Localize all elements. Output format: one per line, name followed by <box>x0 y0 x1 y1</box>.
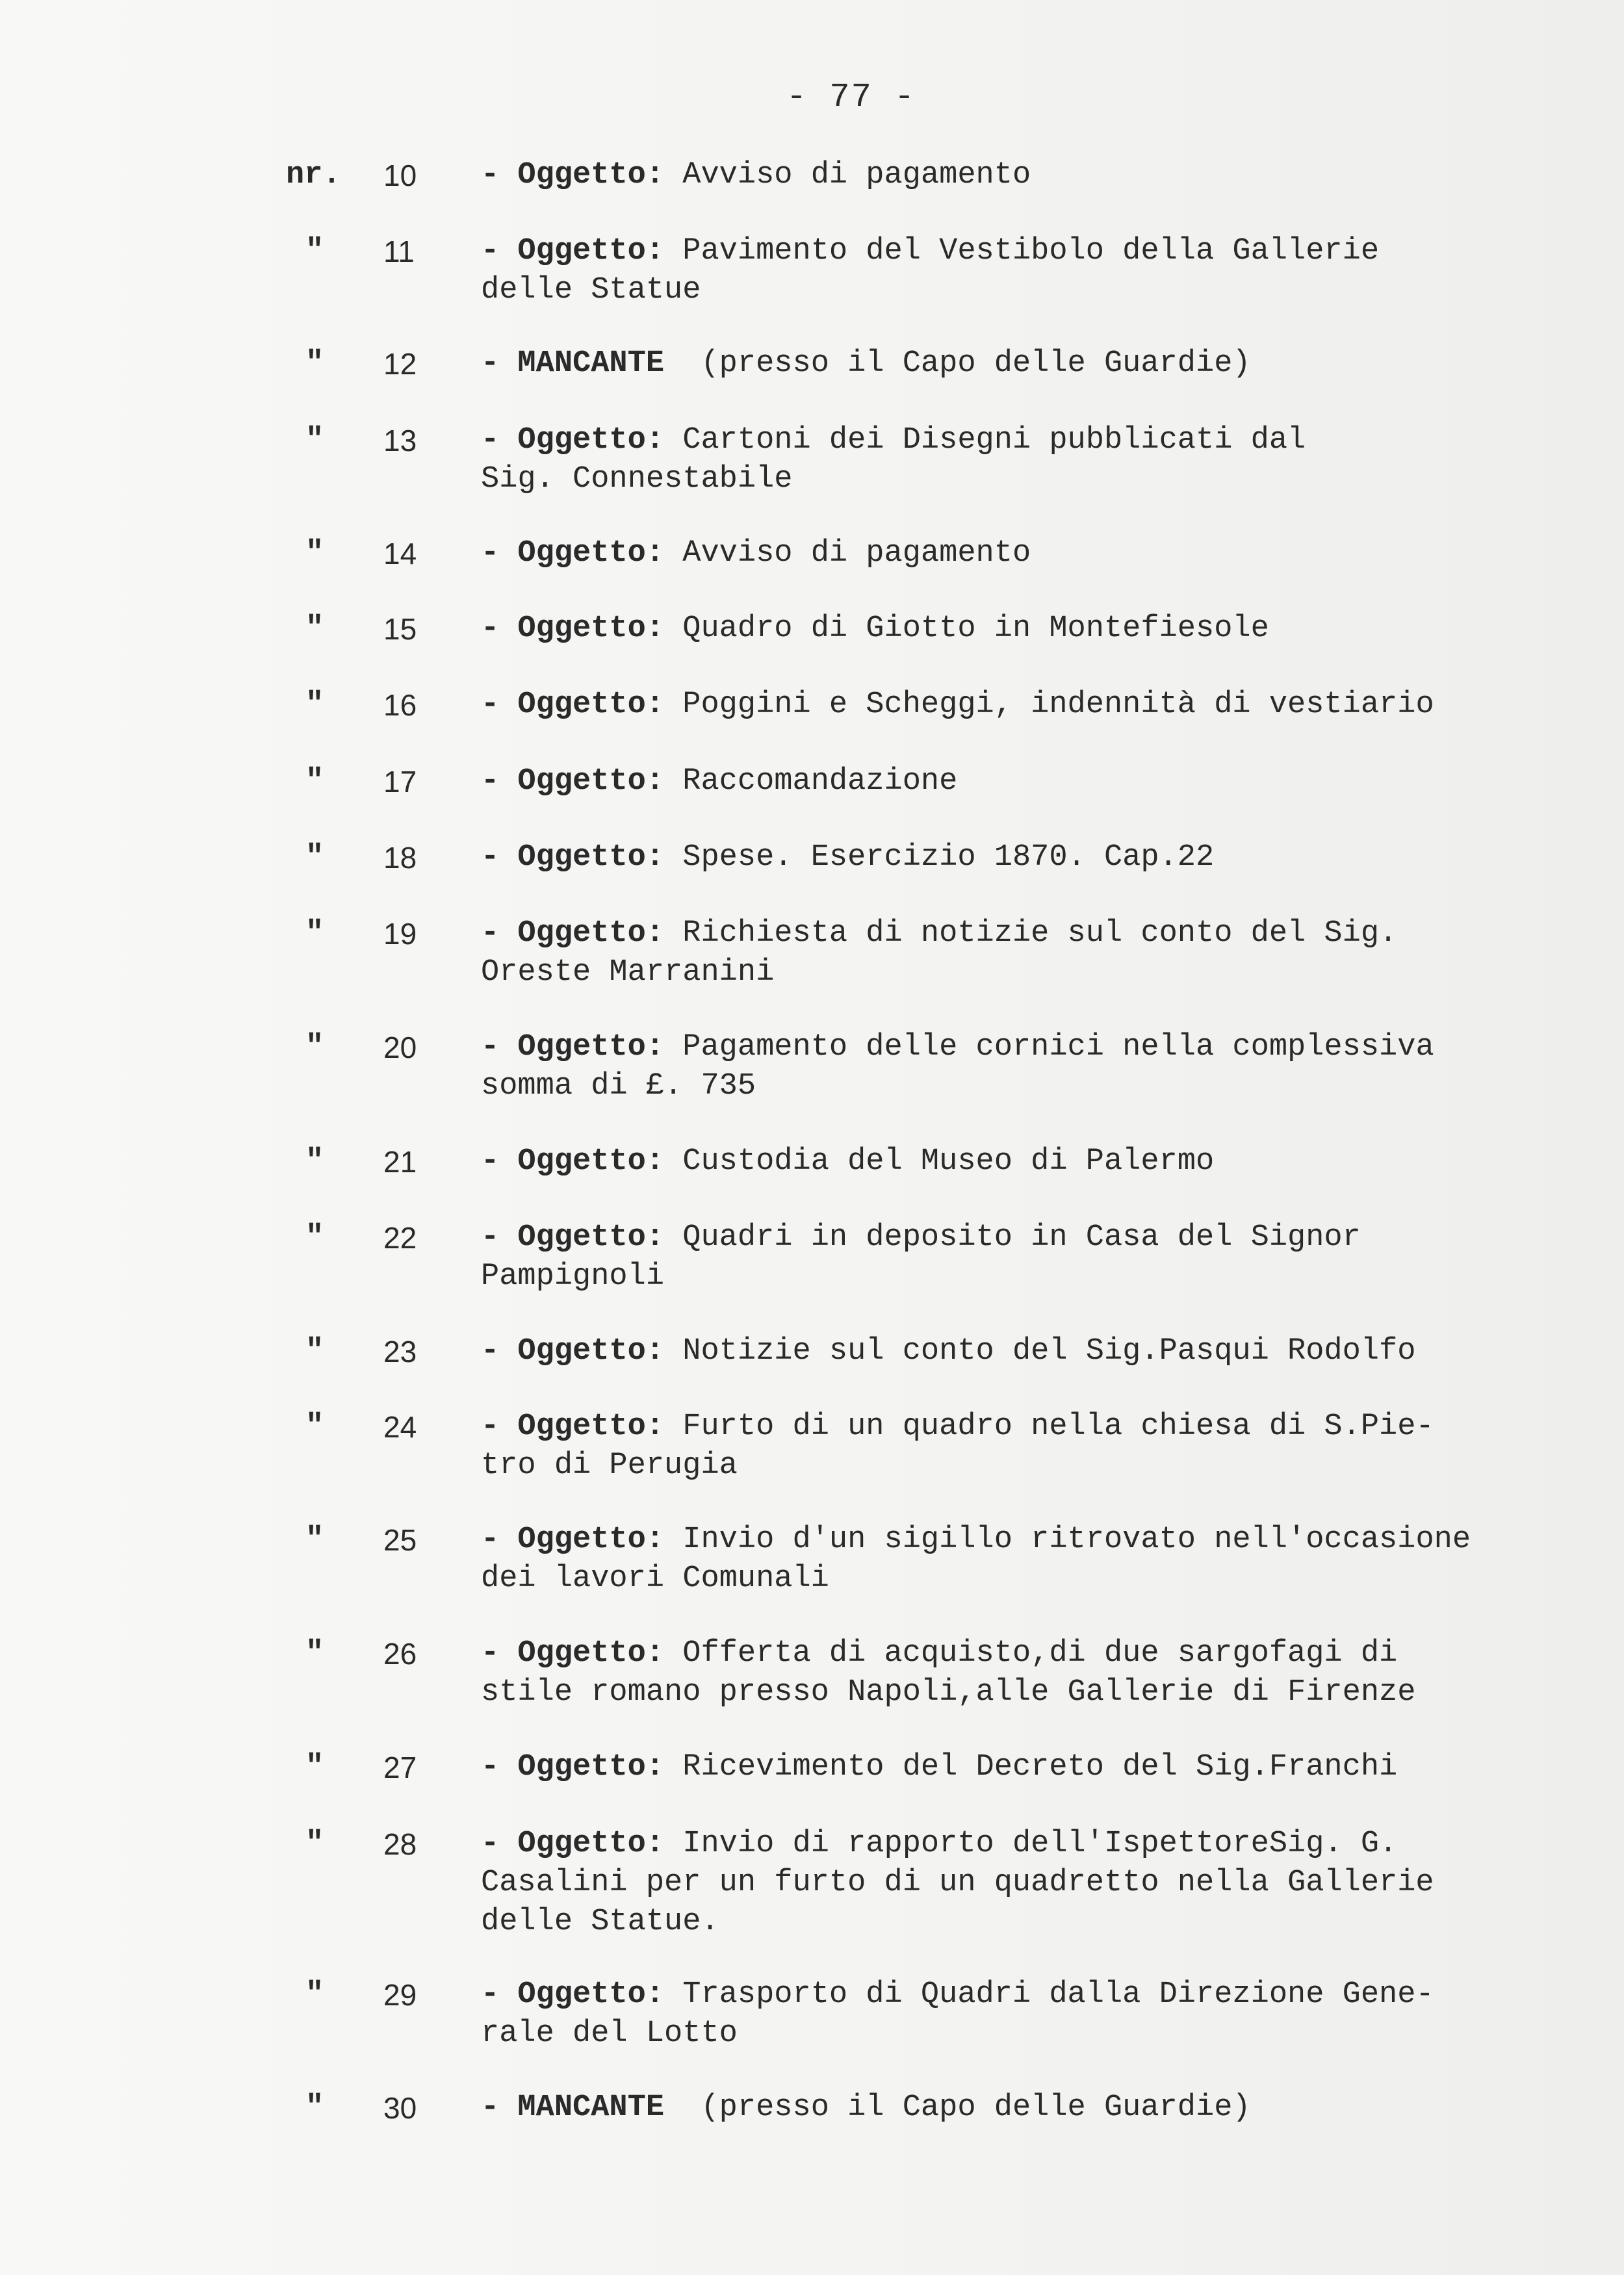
entry-label: - Oggetto: <box>481 1750 665 1784</box>
entry-line <box>481 1332 1547 1371</box>
entry-line-text: Quadro di Giotto in Montefiesole <box>682 611 1269 646</box>
entry-label: - Oggetto: <box>481 764 665 799</box>
entry-text <box>481 762 1547 801</box>
entry-line <box>481 1028 1547 1067</box>
entry-text <box>481 686 1547 725</box>
entry-text <box>481 1825 1547 1942</box>
entry-text <box>481 1142 1547 1181</box>
entry-number: 23 <box>383 1335 417 1369</box>
entry-line-text: Invio di rapporto dell'IspettoreSig. G. <box>682 1827 1398 1861</box>
entry-line <box>481 914 1547 953</box>
entry-number: 12 <box>383 347 417 381</box>
entry-line-text: Pavimento del Vestibolo della Gallerie <box>682 234 1380 268</box>
entry-number: 24 <box>383 1410 417 1444</box>
entry-line <box>481 686 1547 725</box>
entry-label: - Oggetto: <box>481 536 665 571</box>
entry-line-text: dei lavori Comunali <box>481 1562 829 1596</box>
entry-label: - Oggetto: <box>481 688 665 722</box>
entry-text <box>481 1407 1547 1485</box>
entry-line <box>481 1067 1547 1106</box>
entry-line-text: Casalini per un furto di un quadretto nella Gallerie <box>481 1866 1434 1900</box>
entry-line-text: Custodia del Museo di Palermo <box>682 1144 1215 1179</box>
entry-line-text: rale del Lotto <box>481 2016 738 2051</box>
entry-number: 11 <box>383 235 415 268</box>
ditto-mark: " <box>305 916 324 951</box>
entry-number: 18 <box>383 841 417 875</box>
entry-line-text: Pagamento delle cornici nella complessiva <box>682 1030 1434 1064</box>
entry-line-text: Trasporto di Quadri dalla Direzione Gene- <box>682 1977 1434 2012</box>
entry-text <box>481 232 1547 310</box>
ditto-mark: " <box>305 764 324 799</box>
entry-number: 29 <box>383 1978 417 2012</box>
entry-number: 14 <box>383 537 417 571</box>
entry-line <box>481 460 1547 499</box>
entry-line <box>481 1521 1547 1560</box>
entry-line <box>481 762 1547 801</box>
entry-line <box>481 1673 1547 1712</box>
ditto-mark: " <box>305 1334 324 1369</box>
entry-text <box>481 344 1547 383</box>
ditto-mark: " <box>305 234 324 268</box>
entry-line <box>481 953 1547 992</box>
entry-text <box>481 610 1547 649</box>
entry-number: 30 <box>383 2091 417 2125</box>
ditto-mark: " <box>305 1523 324 1557</box>
entry-line-text: Ricevimento del Decreto del Sig.Franchi <box>682 1750 1398 1784</box>
entry-line <box>481 271 1547 310</box>
entry-number: 10 <box>383 159 417 192</box>
entry-label: - Oggetto: <box>481 423 665 457</box>
entry-label: - Oggetto: <box>481 1977 665 2012</box>
entry-line-text: Furto di un quadro nella chiesa di S.Pie- <box>682 1409 1434 1444</box>
entry-text <box>481 1332 1547 1371</box>
entry-line-text: (presso il Capo delle Guardie) <box>682 346 1251 381</box>
entry-line-text: Poggini e Scheggi, indennità di vestiario <box>682 688 1434 722</box>
entry-line-text: Avviso di pagamento <box>682 158 1031 192</box>
entry-line <box>481 1975 1547 2014</box>
entry-line <box>481 1560 1547 1599</box>
entry-text <box>481 838 1547 877</box>
entry-label: - Oggetto: <box>481 1030 665 1064</box>
entry-line <box>481 232 1547 271</box>
entry-line-text: stile romano presso Napoli,alle Gallerie di Firenze <box>481 1675 1416 1710</box>
ditto-mark: " <box>305 1750 324 1784</box>
entry-line-text: Sig. Connestabile <box>481 462 793 496</box>
entry-number: 22 <box>383 1221 417 1255</box>
entry-line <box>481 1446 1547 1485</box>
entry-number: 27 <box>383 1751 417 1784</box>
entry-line-text: Spese. Esercizio 1870. Cap.22 <box>682 840 1215 875</box>
entry-text <box>481 1218 1547 1296</box>
entry-text <box>481 1975 1547 2053</box>
entry-number: 15 <box>383 612 417 646</box>
entry-line-text: (presso il Capo delle Guardie) <box>682 2090 1251 2125</box>
entry-line <box>481 534 1547 573</box>
entry-line-text: somma di £. 735 <box>481 1069 756 1103</box>
ditto-mark: " <box>305 1030 324 1064</box>
entry-line-text: delle Statue. <box>481 1905 719 1939</box>
entry-label: - Oggetto: <box>481 916 665 951</box>
ditto-mark: " <box>305 1409 324 1444</box>
ditto-mark: " <box>305 840 324 875</box>
entry-line-text: Invio d'un sigillo ritrovato nell'occasione <box>682 1523 1471 1557</box>
entry-text <box>481 1521 1547 1599</box>
ditto-mark: " <box>305 688 324 722</box>
ditto-mark: " <box>305 423 324 457</box>
entry-number: 26 <box>383 1637 417 1671</box>
entry-line-text: tro di Perugia <box>481 1448 738 1483</box>
entry-label: - Oggetto: <box>481 158 665 192</box>
entry-line <box>481 1257 1547 1296</box>
entry-text <box>481 421 1547 499</box>
entry-label: - Oggetto: <box>481 1523 665 1557</box>
entry-label: - Oggetto: <box>481 611 665 646</box>
ditto-mark: " <box>305 1636 324 1671</box>
ditto-mark: " <box>305 2090 324 2125</box>
entry-line-text: Richiesta di notizie sul conto del Sig. <box>682 916 1398 951</box>
entry-line <box>481 1634 1547 1673</box>
entry-label: - Oggetto: <box>481 1636 665 1671</box>
entry-label: - Oggetto: <box>481 1827 665 1861</box>
entry-line <box>481 1407 1547 1446</box>
entry-label: - Oggetto: <box>481 840 665 875</box>
entry-number: 28 <box>383 1827 417 1861</box>
entry-line <box>481 2014 1547 2053</box>
entry-line <box>481 1864 1547 1903</box>
entry-line-text: Offerta di acquisto,di due sargofagi di <box>682 1636 1398 1671</box>
entry-line-text: Cartoni dei Disegni pubblicati dal <box>682 423 1306 457</box>
entry-text <box>481 914 1547 992</box>
entry-label: - Oggetto: <box>481 1220 665 1255</box>
entry-line <box>481 1903 1547 1942</box>
ditto-mark: " <box>305 346 324 381</box>
entry-number: 13 <box>383 424 417 457</box>
entry-number: 16 <box>383 688 417 722</box>
ditto-mark: " <box>305 1220 324 1255</box>
entry-line-text: Oreste Marranini <box>481 955 775 990</box>
entry-number: 25 <box>383 1523 417 1557</box>
entry-prefix: nr. <box>286 158 341 192</box>
entry-line-text: Quadri in deposito in Casa del Signor <box>682 1220 1361 1255</box>
entry-line <box>481 421 1547 460</box>
entry-line <box>481 610 1547 649</box>
entry-line <box>481 1748 1547 1787</box>
ditto-mark: " <box>305 1827 324 1861</box>
entry-line-text: Avviso di pagamento <box>682 536 1031 571</box>
entry-line <box>481 1218 1547 1257</box>
entry-text <box>481 1634 1547 1712</box>
entry-line <box>481 2089 1547 2127</box>
entry-line-text: Raccomandazione <box>682 764 958 799</box>
entry-label: - MANCANTE <box>481 2090 665 2125</box>
entry-text <box>481 156 1547 195</box>
entry-line <box>481 156 1547 195</box>
entry-line <box>481 344 1547 383</box>
entry-label: - Oggetto: <box>481 234 665 268</box>
entry-line <box>481 1825 1547 1864</box>
entry-line-text: Pampignoli <box>481 1259 665 1294</box>
entry-label: - MANCANTE <box>481 346 665 381</box>
entry-text <box>481 1748 1547 1787</box>
ditto-mark: " <box>305 611 324 646</box>
ditto-mark: " <box>305 1977 324 2012</box>
entry-number: 20 <box>383 1031 417 1064</box>
entry-line <box>481 1142 1547 1181</box>
entry-text <box>481 534 1547 573</box>
entry-line-text: delle Statue <box>481 273 701 307</box>
entry-line-text: Notizie sul conto del Sig.Pasqui Rodolfo <box>682 1334 1416 1369</box>
entry-number: 17 <box>383 765 417 799</box>
page-number: - 77 - <box>786 78 916 116</box>
entry-line <box>481 838 1547 877</box>
entry-text <box>481 1028 1547 1106</box>
ditto-mark: " <box>305 536 324 571</box>
entry-text <box>481 2089 1547 2127</box>
entry-label: - Oggetto: <box>481 1144 665 1179</box>
entry-label: - Oggetto: <box>481 1334 665 1369</box>
entry-number: 21 <box>383 1145 417 1179</box>
ditto-mark: " <box>305 1144 324 1179</box>
entry-number: 19 <box>383 917 417 951</box>
entry-label: - Oggetto: <box>481 1409 665 1444</box>
